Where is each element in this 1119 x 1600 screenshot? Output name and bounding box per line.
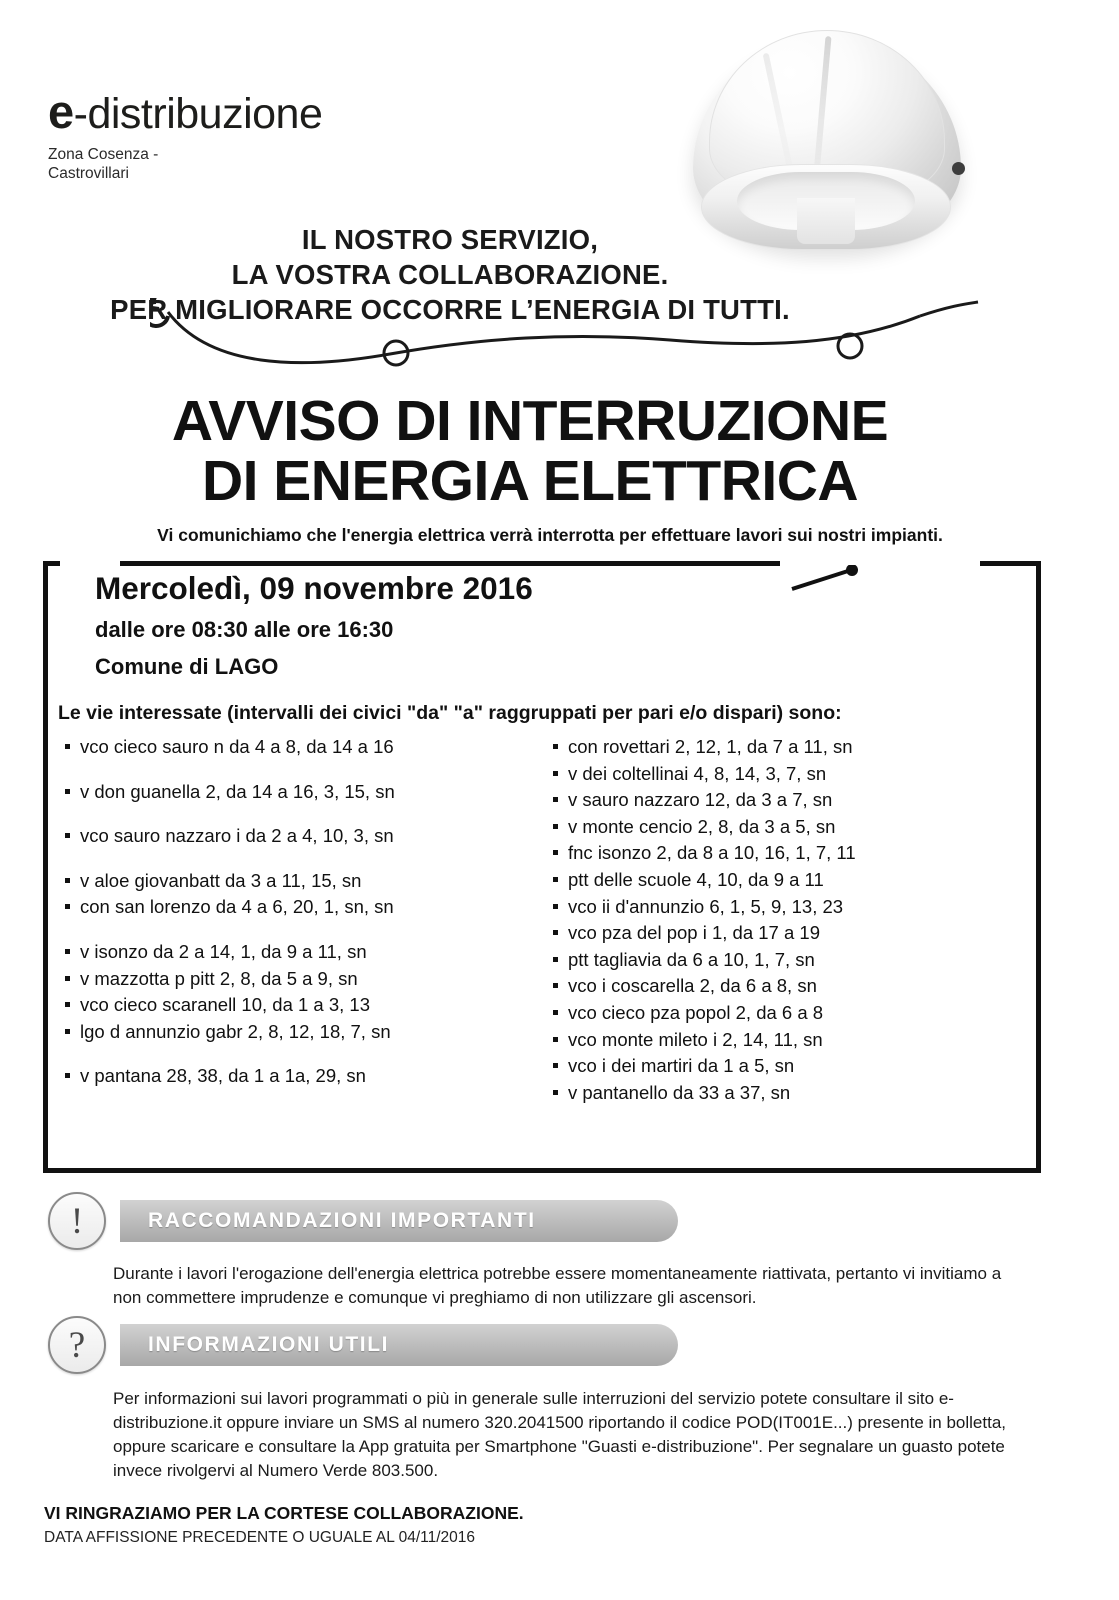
list-item: v sauro nazzaro 12, da 3 a 7, sn: [546, 788, 1016, 813]
slogan-line-2: LA VOSTRA COLLABORAZIONE.: [231, 259, 669, 291]
streets-heading: Le vie interessate (intervalli dei civici "da" "a" raggruppati per pari e/o dispari) sono:: [58, 702, 842, 724]
streets-columns: [58, 735, 1018, 1107]
list-item: v dei coltellinai 4, 8, 14, 3, 7, sn: [546, 762, 1016, 787]
question-mark-icon: ?: [48, 1316, 106, 1374]
page-title: [0, 389, 1060, 513]
list-item: ptt delle scuole 4, 10, da 9 a 11: [546, 868, 1016, 893]
list-item: con rovettari 2, 12, 1, da 7 a 11, sn: [546, 735, 1016, 760]
pin-decoration: [790, 565, 860, 591]
list-item: vco cieco pza popol 2, da 6 a 8: [546, 1001, 1016, 1026]
recommendations-title: RACCOMANDAZIONI IMPORTANTI: [120, 1200, 678, 1242]
exclamation-mark-icon: !: [48, 1192, 106, 1250]
list-item: vco monte mileto i 2, 14, 11, sn: [546, 1028, 1016, 1053]
footer-thanks: VI RINGRAZIAMO PER LA CORTESE COLLABORAZIONE.: [44, 1503, 524, 1523]
list-item: vco sauro nazzaro i da 2 a 4, 10, 3, sn: [58, 824, 528, 849]
streets-list-right: [546, 735, 1016, 1105]
list-item: v don guanella 2, da 14 a 16, 3, 15, sn: [58, 780, 528, 805]
interruption-municipality: Comune di LAGO: [95, 653, 279, 679]
streets-column-left: [58, 735, 528, 1107]
page-title-line-1: AVVISO DI INTERRUZIONE: [171, 389, 889, 453]
list-item: v aloe giovanbatt da 3 a 11, 15, sn: [58, 869, 528, 894]
interruption-hours: dalle ore 08:30 alle ore 16:30: [95, 616, 394, 642]
interruption-schedule: [95, 570, 533, 680]
list-item: con san lorenzo da 4 a 6, 20, 1, sn, sn: [58, 895, 528, 920]
list-item: vco i dei martiri da 1 a 5, sn: [546, 1054, 1016, 1079]
box-notch-left: [60, 555, 120, 567]
list-item: vco i coscarella 2, da 6 a 8, sn: [546, 974, 1016, 999]
brand-logo: [48, 85, 323, 184]
interruption-date: Mercoledì, 09 novembre 2016: [95, 570, 533, 606]
list-item: v mazzotta p pitt 2, 8, da 5 a 9, sn: [58, 967, 528, 992]
brand-wordmark-text: -distribuzione: [73, 90, 323, 138]
footer-affix-date: DATA AFFISSIONE PRECEDENTE O UGUALE AL 04/11/2016: [44, 1529, 476, 1546]
slogan-line-1: IL NOSTRO SERVIZIO,: [301, 224, 599, 255]
list-item: fnc isonzo 2, da 8 a 10, 16, 1, 7, 11: [546, 841, 1016, 866]
info-body: Per informazioni sui lavori programmati o più in generale sulle interruzioni del servizio potete consultare il sito e-distribuzione.it oppure inviare un SMS al numero 320.2041500 riportando il codice POD(IT001E...) presente in bolletta, oppure scaricare e consultare la App gratuita per Smartphone "Guasti e-distribuzione". Per segnalare un guasto potete invece rivolgervi al Numero Verde 803.500.: [113, 1389, 1007, 1481]
helmet-knob: [952, 162, 965, 175]
list-item: vco cieco scaranell 10, da 1 a 3, 13: [58, 993, 528, 1018]
brand-zone-line2: Castrovillari: [48, 165, 129, 183]
list-item: v isonzo da 2 a 14, 1, da 9 a 11, sn: [58, 940, 528, 965]
page-title-line-2: DI ENERGIA ELETTRICA: [201, 448, 859, 513]
streets-list-left: [58, 735, 528, 1089]
list-item: vco pza del pop i 1, da 17 a 19: [546, 921, 1016, 946]
page-subtitle: Vi comunichiamo che l'energia elettrica verrà interrotta per effettuare lavori sui nostri impianti.: [157, 525, 943, 545]
brand-wordmark: [48, 85, 323, 138]
brand-mark-e: e: [48, 85, 74, 138]
list-item: v monte cencio 2, 8, da 3 a 5, sn: [546, 815, 1016, 840]
list-item: lgo d annunzio gabr 2, 8, 12, 18, 7, sn: [58, 1020, 528, 1045]
list-item: vco ii d'annunzio 6, 1, 5, 9, 13, 23: [546, 895, 1016, 920]
slogan-line-3: PER MIGLIORARE OCCORRE L’ENERGIA DI TUTTI.: [110, 294, 790, 326]
list-item: vco cieco sauro n da 4 a 8, da 14 a 16: [58, 735, 528, 760]
cable-decoration: [150, 298, 980, 378]
recommendations-body: Durante i lavori l'erogazione dell'energia elettrica potrebbe essere momentaneamente riattivata, pertanto vi invitiamo a non commettere imprudenze e comunque vi preghiamo di non utilizzare gli ascensori.: [113, 1264, 1002, 1308]
list-item: v pantana 28, 38, da 1 a 1a, 29, sn: [58, 1064, 528, 1089]
streets-column-right: [546, 735, 1016, 1107]
info-header: [48, 1316, 678, 1374]
info-title: INFORMAZIONI UTILI: [120, 1324, 678, 1366]
list-item: ptt tagliavia da 6 a 10, 1, 7, sn: [546, 948, 1016, 973]
brand-zone: [48, 145, 248, 184]
list-item: v pantanello da 33 a 37, sn: [546, 1081, 1016, 1106]
brand-zone-line1: Zona Cosenza -: [48, 146, 159, 163]
recommendations-header: [48, 1192, 678, 1250]
